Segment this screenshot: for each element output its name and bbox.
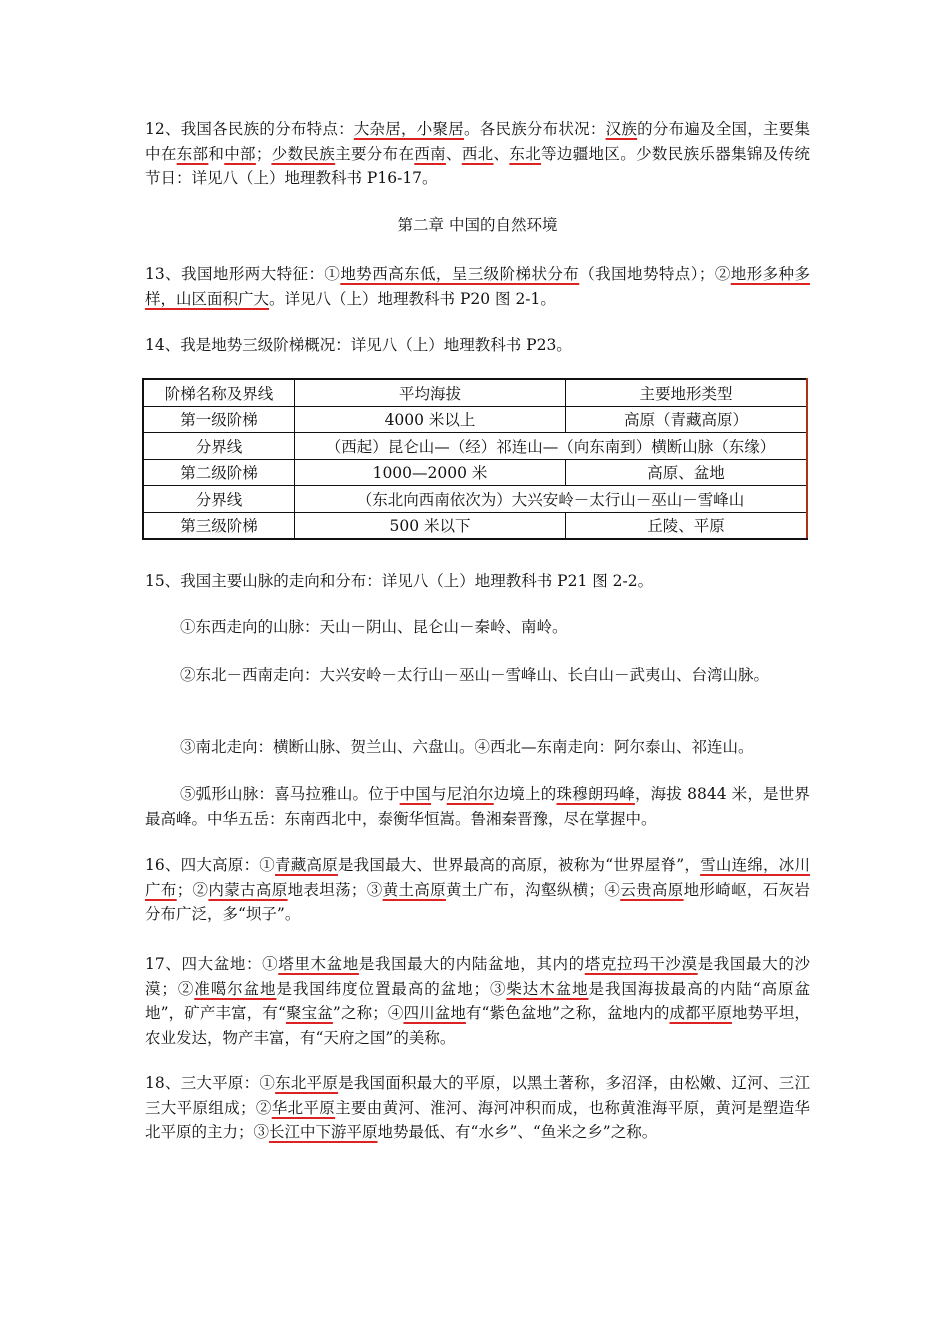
underlined-term: 准噶尔盆地 [194,979,277,998]
underlined-term: 中部 [224,144,256,163]
underlined-term: 西北 [461,144,494,163]
underlined-term: 内蒙古高原 [208,880,288,899]
underlined-term: 东北平原 [275,1074,339,1092]
underlined-term: 东部 [176,144,209,163]
table-row [143,486,807,513]
underlined-term: 成都平原 [669,1004,732,1022]
underlined-term: 雪山连绵，冰川广布 [145,856,810,899]
text: 13、我国地形两大特征：① [145,265,341,283]
table-row [143,406,807,433]
underlined-term: 地势西高东低，呈三级阶梯状分布 [340,265,580,283]
text: 。各民族分布状况： [463,120,606,138]
text: 和 [208,144,225,163]
table-cell: 分界线 [143,486,295,513]
text: ⑤弧形山脉：喜马拉雅山。位于 [180,785,400,803]
chapter-title: 第二章 中国的自然环境 [397,216,558,234]
paragraph-13 [145,262,810,311]
table-cell: （东北向西南依次为）大兴安岭－太行山－巫山－雪峰山 [295,486,808,513]
table-cell: 高原、盆地 [566,459,808,486]
underlined-term: 柴达木盆地 [506,979,589,998]
text: 地形崎岖，石灰岩分布广泛，多“坝子”。 [145,880,810,923]
paragraph-15: 15、我国主要山脉的走向和分布：详见八（上）地理教科书 P21 图 2-2。 [145,572,654,590]
underlined-term: 尼泊尔 [446,785,494,803]
text: 与 [431,785,447,803]
text: 12、我国各民族的分布特点： [145,120,354,138]
underlined-term: 塔里木盆地 [278,955,359,973]
table-cell: 4000 米以上 [295,406,566,433]
underlined-term: 黄土高原 [382,880,446,899]
paragraph-12 [145,117,810,191]
underlined-term: 大杂居，小聚居 [353,120,464,138]
paragraph-14: 14、我是地势三级阶梯概况：详见八（上）地理教科书 P23。 [145,336,572,354]
text: 地表坦荡；③ [287,880,383,899]
table-cell: 1000—2000 米 [295,459,566,486]
text: 地势最低、有“水乡”、“鱼米之乡”之称。 [377,1123,658,1141]
text: 、 [493,144,510,163]
table-cell: 第一级阶梯 [143,406,295,433]
paragraph-18 [145,1071,810,1145]
text: 等边疆地区。少数民族乐器集锦及传统节日：详见八（上）地理教科书 P16-17。 [145,144,810,187]
text: 、 [445,144,462,163]
text: 18、三大平原：① [145,1074,276,1092]
text: 主要由黄河、淮河、海河冲积而成，也称黄淮海平原，黄河是塑造华北平原的主力；③ [145,1098,810,1141]
underlined-term: 西南 [414,144,446,163]
paragraph-15-item-2: ②东北－西南走向：大兴安岭－太行山－巫山－雪峰山、长白山－武夷山、台湾山脉。 [180,666,770,684]
text: 是我国面积最大的平原，以黑土著称，多沼泽，由松嫩、辽河、三江三大平原组成；② [145,1074,810,1117]
paragraph-16 [145,853,810,927]
text: 地势平坦，农业发达，物产丰富，有“天府之国”的美称。 [145,1004,810,1047]
text: 17、四大盆地：① [145,955,279,973]
table-header-cell: 主要地形类型 [566,379,808,406]
table-cell: （西起）昆仑山—（经）祁连山—（向东南到）横断山脉（东缘） [295,433,808,460]
underlined-term: 地形多种多样，山区面积广大 [145,265,810,308]
table-row [143,433,807,460]
paragraph-15-item-5 [145,782,810,831]
text: ；② [176,880,209,899]
underlined-term: 聚宝盆 [285,1004,333,1022]
underlined-term: 东北 [509,144,542,163]
text: （我国地势特点）；② [579,265,731,283]
table-row [143,459,807,486]
table-header-cell: 阶梯名称及界线 [143,379,295,406]
paragraph-15-item-3: ③南北走向：横断山脉、贺兰山、六盘山。④西北—东南走向：阿尔泰山、祁连山。 [180,738,754,756]
text: 是我国海拔最高的内陆“高原盆地”，矿产丰富，有“ [145,979,810,1022]
text: 16、四大高原：① [145,856,276,874]
underlined-term: 塔克拉玛干沙漠 [584,955,698,973]
underlined-term: 少数民族 [271,144,336,163]
underlined-term: 华北平原 [271,1098,336,1117]
text: 是我国最大、世界最高的高原，被称为“世界屋脊”， [337,856,701,874]
text: 边境上的 [493,785,557,803]
table-cell: 第二级阶梯 [143,459,295,486]
underlined-term: 中国 [399,785,431,803]
text: 是我国最大的沙漠；② [145,955,810,998]
terrain-steps-table [142,378,808,540]
text: ； [255,144,272,163]
table-cell: 第三级阶梯 [143,512,295,539]
underlined-term: 四川盆地 [403,1004,466,1022]
text: 。详见八（上）地理教科书 P20 图 2-1。 [269,289,556,308]
table-row [143,512,807,539]
text: ”之称；④ [332,1004,404,1022]
table-header-cell: 平均海拔 [295,379,566,406]
text: 是我国纬度位置最高的盆地；③ [276,979,507,998]
paragraph-15-item-1: ①东西走向的山脉：天山－阴山、昆仑山－秦岭、南岭。 [180,618,568,636]
paragraph-17 [145,952,810,1050]
underlined-term: 青藏高原 [275,856,338,874]
text: 主要分布在 [335,144,415,163]
table-cell: 500 米以下 [295,512,566,539]
underlined-term: 珠穆朗玛峰 [556,785,635,803]
text: ，海拔 8844 米，是世界最高峰。中华五岳：东南西北中，泰衡华恒嵩。鲁湘秦晋豫，尽在掌握中。 [145,785,810,828]
table-header-row [143,379,807,406]
table-cell: 高原（青藏高原） [566,406,808,433]
underlined-term: 汉族 [605,120,638,138]
text: 是我国最大的内陆盆地，其内的 [358,955,585,973]
underlined-term: 云贵高原 [620,880,684,899]
text: 有“紫色盆地”之称，盆地内的 [465,1004,670,1022]
table-cell: 丘陵、平原 [566,512,808,539]
table-cell: 分界线 [143,433,295,460]
underlined-term: 长江中下游平原 [269,1123,378,1141]
text: 黄土广布，沟壑纵横；④ [445,880,621,899]
text: 的分布遍及全国，主要集中在 [145,120,810,163]
